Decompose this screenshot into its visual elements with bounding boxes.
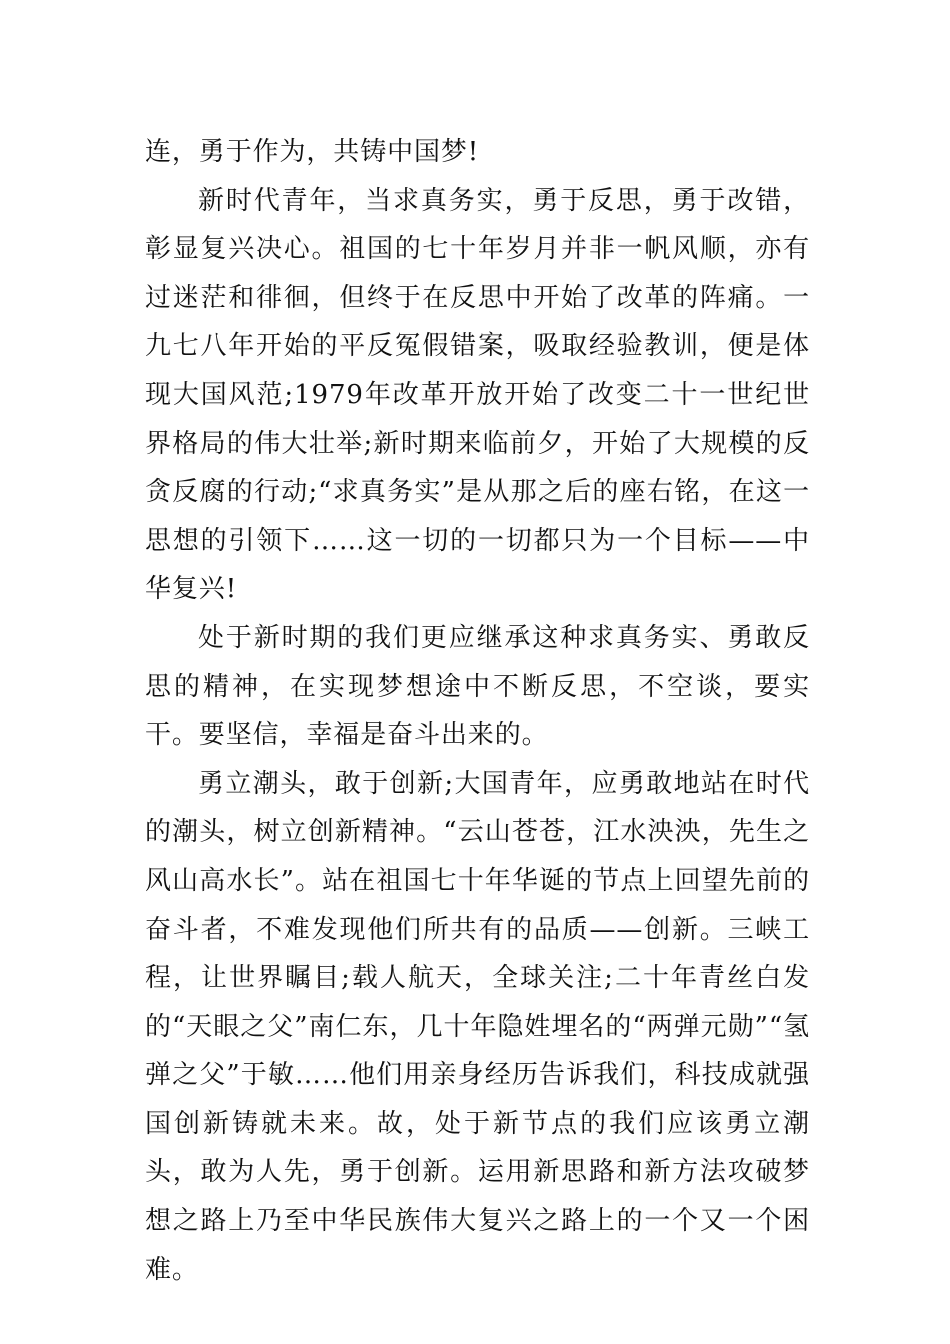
paragraph-innovation: 勇立潮头，敢于创新;大国青年，应勇敢地站在时代的潮头，树立创新精神。“云山苍苍，江水泱泱，先生之风山高水长”。站在祖国七十年华诞的节点上回望先前的奋斗者，不难发现他们所共有的品质——创新。三峡工程，让世界瞩目;载人航天，全球关注;二十年青丝白发的“天眼之父”南仁东，几十年隐姓埋名的“两弹元勋”“氢弹之父”于敏……他们用亲身经历告诉我们，科技成就强国创新铸就未来。故，处于新节点的我们应该勇立潮头，敢为人先，勇于创新。运用新思路和新方法攻破梦想之路上乃至中华民族伟大复兴之路上的一个又一个困难。	[145, 768, 810, 1285]
paragraph-reflection: 处于新时期的我们更应继承这种求真务实、勇敢反思的精神，在实现梦想途中不断反思，不空谈，要实干。要坚信，幸福是奋斗出来的。	[145, 622, 810, 751]
document-body	[145, 128, 810, 1294]
paragraph-seek-truth: 新时代青年，当求真务实，勇于反思，勇于改错，彰显复兴决心。祖国的七十年岁月并非一帆风顺，亦有过迷茫和徘徊，但终于在反思中开始了改革的阵痛。一九七八年开始的平反冤假错案，吸取经验教训，便是体现大国风范;1979年改革开放开始了改变二十一世纪世界格局的伟大壮举;新时期来临前夕，开始了大规模的反贪反腐的行动;“求真务实”是从那之后的座右铭，在这一思想的引领下……这一切的一切都只为一个目标——中华复兴!	[145, 185, 810, 605]
paragraph-continuation: 连，勇于作为，共铸中国梦!	[145, 137, 480, 167]
